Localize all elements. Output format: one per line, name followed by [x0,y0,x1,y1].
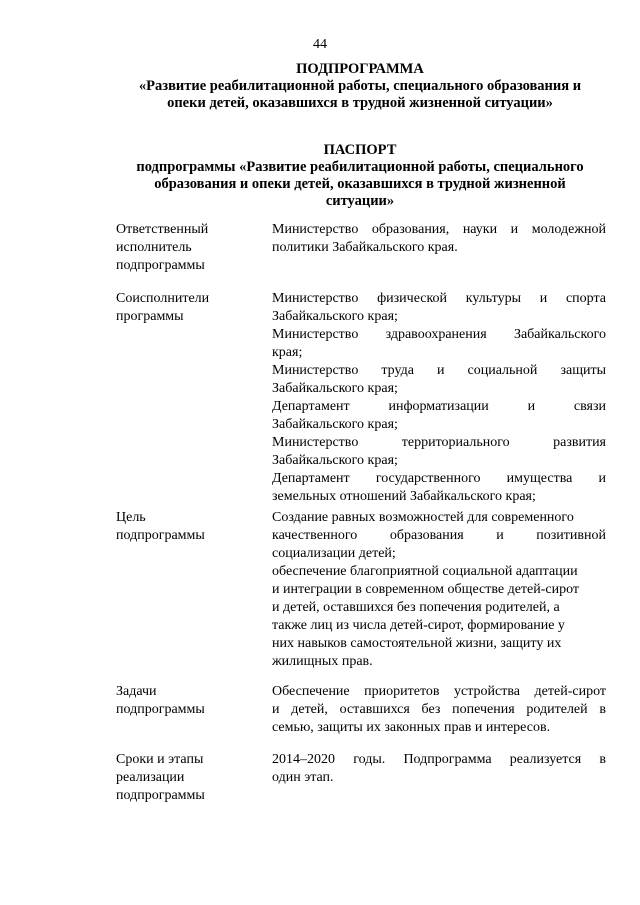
row-value-line: Забайкальского края; [272,309,398,324]
row-value [272,290,606,506]
row-value-line: Министерство здравоохранения Забайкальского [272,327,606,342]
row-value-line: политики Забайкальского края. [272,240,458,255]
row-value-line: и интеграции в современном обществе детей-сирот [272,582,580,597]
row-value-line: Департамент информатизации и связи [272,399,606,414]
row-value-line: Департамент государственного имущества и [272,471,606,486]
row-value-line: также лиц из числа детей-сирот, формирование у [272,618,565,633]
row-label-line: Ответственный [116,222,209,237]
row-label-line: подпрограммы [116,702,205,717]
row-value-line: Министерство труда и социальной защиты [272,363,606,378]
row-label [116,683,256,719]
subprogram-heading [112,61,608,112]
row-label-line: Соисполнители [116,291,210,306]
row-value-line: земельных отношений Забайкальского края; [272,489,536,504]
page-number: 44 [313,37,327,52]
row-label [116,221,256,275]
row-value-line: один этап. [272,770,334,785]
row-value-line: Забайкальского края; [272,381,398,396]
row-label-line: подпрограммы [116,528,205,543]
passport-heading-line: ситуации» [325,193,395,209]
subprogram-heading-line: ПОДПРОГРАММА [296,61,424,77]
row-label-line: реализации [116,770,185,785]
row-label-line: Цель [116,510,146,525]
row-value-line: Министерство территориального развития [272,435,606,450]
row-value-line: 2014–2020 годы. Подпрограмма реализуется в [272,752,606,767]
subprogram-heading-line: «Развитие реабилитационной работы, специального образования и [138,78,582,94]
row-label-line: Сроки и этапы [116,752,204,767]
row-label-line: Задачи [116,684,157,699]
row-value-line: качественного образования и позитивной [272,528,606,543]
row-value-line: Министерство физической культуры и спорта [272,291,606,306]
row-label-line: исполнитель [116,240,192,255]
row-value-line: края; [272,345,303,360]
passport-heading-line: подпрограммы «Развитие реабилитационной работы, специального [136,159,584,175]
passport-heading [112,142,608,210]
row-value-line: них навыков самостоятельной жизни, защиту их [272,636,562,651]
row-value-line: социализации детей; [272,546,396,561]
row-label-line: подпрограммы [116,788,205,803]
row-value-line: Министерство образования, науки и молодежной [272,222,606,237]
row-value-line: семью, защиты их законных прав и интересов. [272,720,551,735]
row-value-line: Забайкальского края; [272,453,398,468]
row-value-line: Создание равных возможностей для современного [272,510,574,525]
row-value-line: Обеспечение приоритетов устройства детей-сирот [272,684,606,699]
passport-heading-line: образования и опеки детей, оказавшихся в трудной жизненной [154,176,566,192]
row-label [116,290,256,326]
row-value-line: и детей, оставшихся без попечения родителей в [272,702,606,717]
row-value [272,683,606,737]
row-label [116,751,256,805]
passport-heading-line: ПАСПОРТ [323,142,397,158]
row-value-line: обеспечение благоприятной социальной адаптации [272,564,578,579]
row-label-line: программы [116,309,184,324]
subprogram-heading-line: опеки детей, оказавшихся в трудной жизненной ситуации» [167,95,553,111]
row-value [272,751,606,787]
row-value-line: Забайкальского края; [272,417,398,432]
row-value-line: и детей, оставшихся без попечения родителей, а [272,600,560,615]
row-value [272,509,606,671]
row-value-line: жилищных прав. [272,654,373,669]
row-label-line: подпрограммы [116,258,205,273]
row-label [116,509,256,545]
row-value [272,221,606,257]
